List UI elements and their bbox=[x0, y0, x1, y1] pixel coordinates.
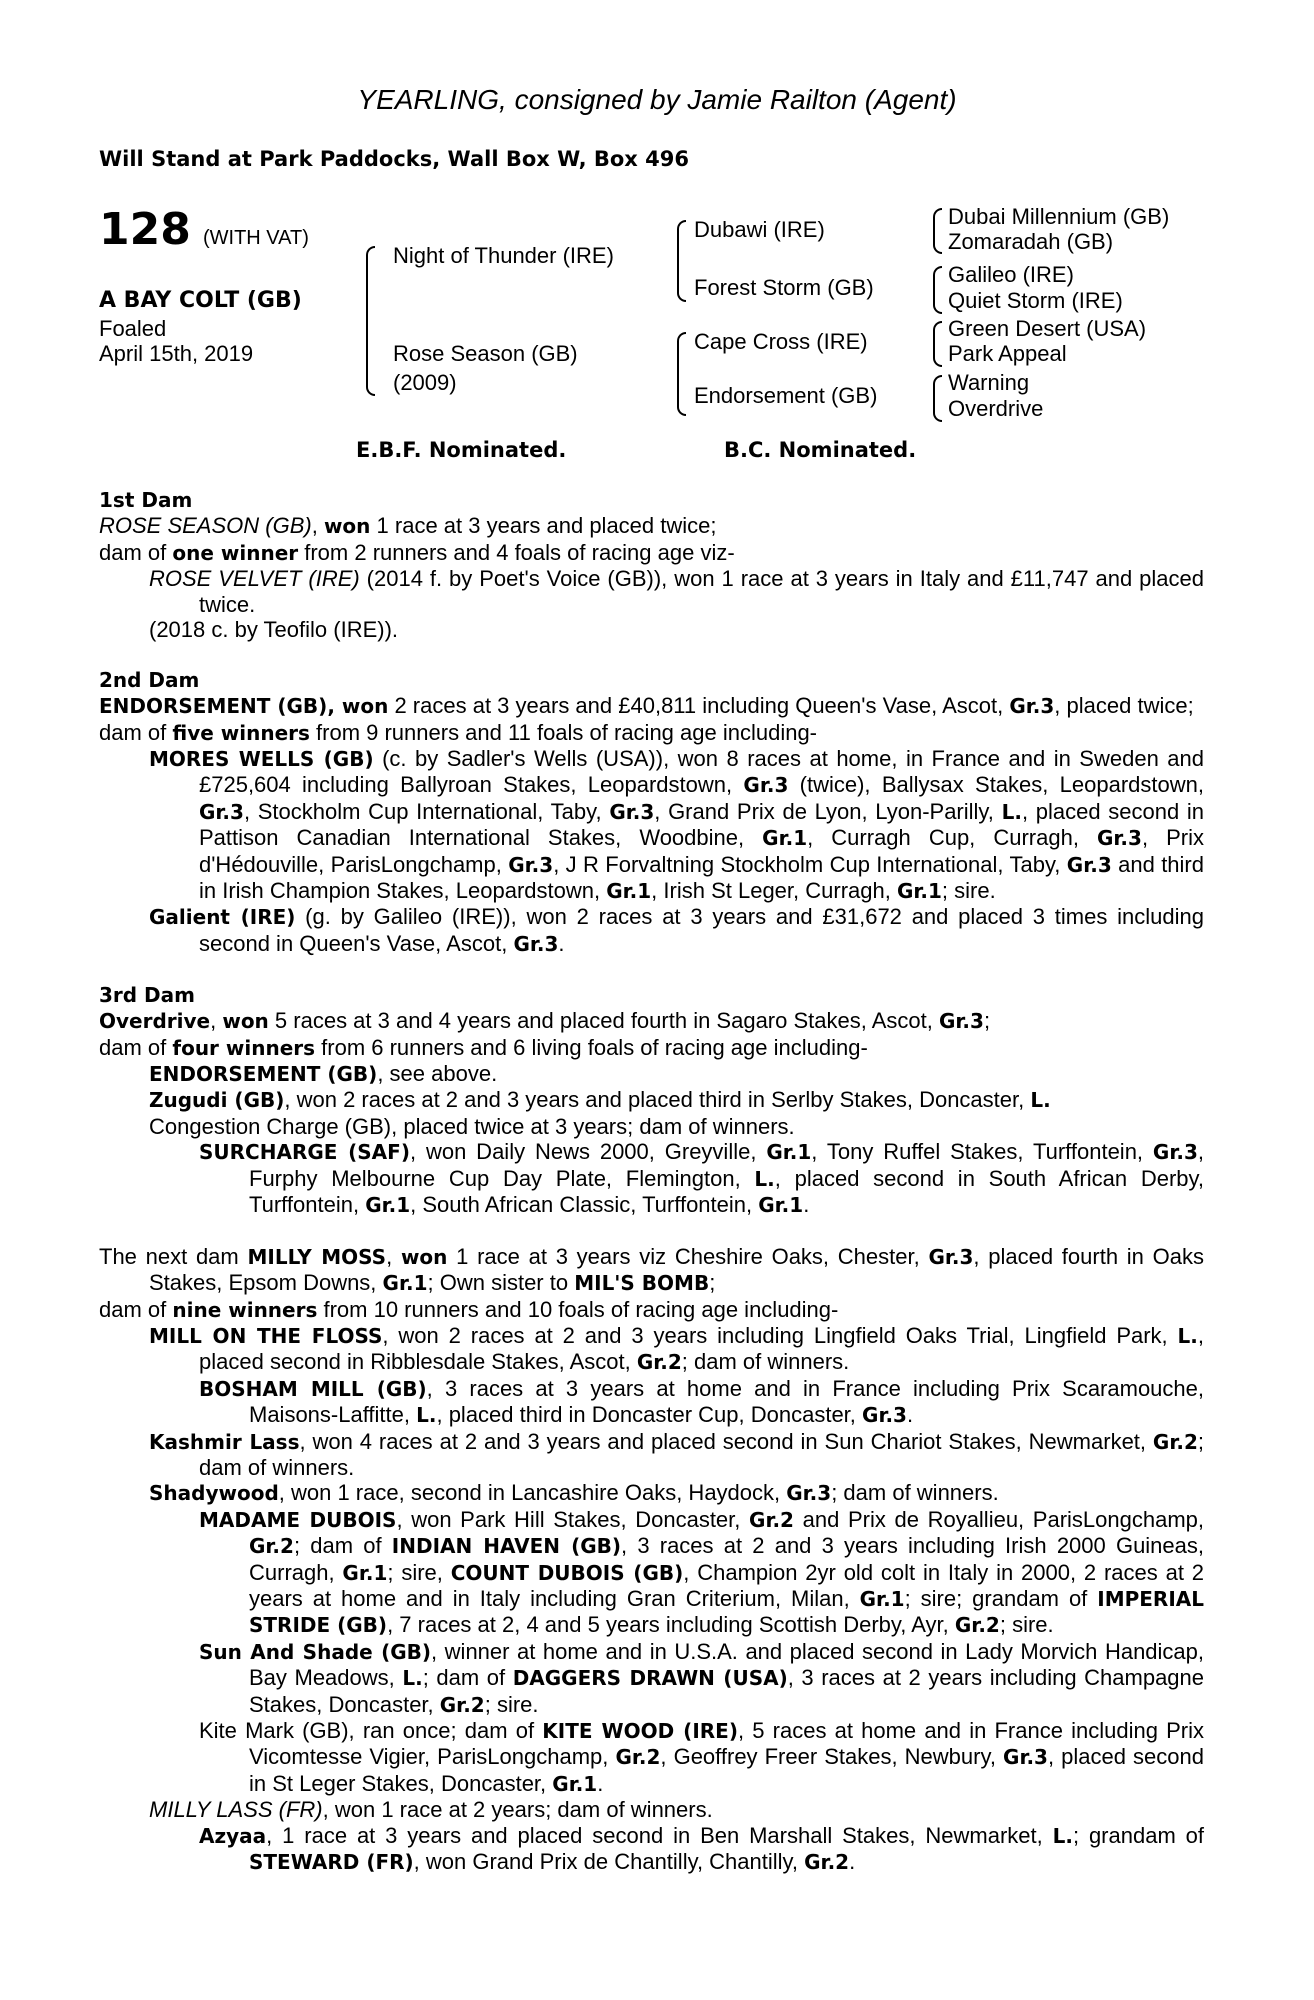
bold-text: Gr.1 bbox=[762, 826, 808, 851]
bold-text: L. bbox=[1030, 1088, 1051, 1113]
dam-section bbox=[99, 668, 1204, 957]
text: , 3 races at 2 years including Champagne Stakes, Doncaster, bbox=[249, 1665, 1205, 1717]
text: , won Grand Prix de Chantilly, Chantilly, bbox=[413, 1849, 805, 1875]
bold-text: Gr.3 bbox=[1009, 694, 1055, 719]
lot-number: 128 bbox=[99, 204, 191, 255]
pedigree-brace bbox=[677, 332, 686, 416]
bold-text: L. bbox=[402, 1666, 423, 1691]
vat-note: (WITH VAT) bbox=[203, 227, 309, 249]
bold-text: won bbox=[400, 1244, 448, 1269]
pedigree-brace bbox=[933, 321, 942, 367]
pedigree-brace bbox=[933, 375, 942, 422]
bold-text: INDIAN HAVEN (GB) bbox=[391, 1534, 622, 1559]
text: , South African Classic, Turffontein, bbox=[410, 1191, 759, 1217]
text: , placed second in St Leger Stakes, Doncaster, bbox=[249, 1744, 1204, 1796]
pedigree-entry bbox=[99, 1008, 1204, 1034]
text: from 10 runners and 10 foals of racing age including- bbox=[317, 1296, 839, 1322]
text: from 6 runners and 6 living foals of racing age including- bbox=[315, 1034, 868, 1060]
italic-text: ROSE VELVET (IRE) bbox=[149, 566, 360, 592]
bold-text: Gr.3 bbox=[1096, 826, 1142, 851]
bold-text: Gr.2 bbox=[1152, 1429, 1198, 1454]
catalogue-title: YEARLING, consigned by Jamie Railton (Agent) bbox=[357, 84, 957, 115]
text: ; dam of bbox=[422, 1665, 513, 1691]
bold-text: L. bbox=[1177, 1323, 1198, 1348]
bold-text: Gr.3 bbox=[743, 773, 789, 798]
text: , Grand Prix de Lyon, Lyon-Parilly, bbox=[654, 798, 1002, 824]
bold-text: Gr.3 bbox=[1066, 852, 1112, 877]
bold-text: Gr.1 bbox=[342, 1560, 388, 1585]
bold-text: MILLY MOSS bbox=[247, 1244, 387, 1269]
bold-text: Gr.2 bbox=[439, 1692, 485, 1717]
pedigree-entry bbox=[99, 1507, 1204, 1639]
bold-text: Gr.2 bbox=[249, 1534, 294, 1559]
bold-text: IMPERIAL STRIDE (GB) bbox=[249, 1587, 1204, 1638]
text: , won Daily News 2000, Greyville, bbox=[409, 1139, 767, 1165]
bold-text: COUNT DUBOIS (GB) bbox=[450, 1560, 684, 1585]
pedigree-entry bbox=[99, 1323, 1204, 1376]
bold-text: ENDORSEMENT (GB) bbox=[149, 1061, 378, 1086]
text: , placed twice; bbox=[1054, 693, 1194, 719]
pedigree-brace bbox=[677, 220, 686, 302]
bold-text: Gr.1 bbox=[859, 1587, 905, 1612]
text: ; dam of winners. bbox=[681, 1349, 850, 1375]
bold-text: STEWARD (FR) bbox=[249, 1850, 414, 1875]
ancestor-ddd: Overdrive bbox=[948, 396, 1044, 421]
pedigree-entry bbox=[99, 1797, 1204, 1822]
bold-text: Gr.1 bbox=[365, 1192, 411, 1217]
text: and Prix de Royallieu, ParisLongchamp, bbox=[793, 1506, 1205, 1532]
text: , placed second in South African Derby, Turffontein, bbox=[249, 1165, 1204, 1217]
pedigree-entry bbox=[99, 1429, 1204, 1481]
bold-text: Zugudi (GB) bbox=[149, 1088, 285, 1113]
bold-text: MIL'S BOMB bbox=[574, 1271, 710, 1296]
bold-text: MADAME DUBOIS bbox=[199, 1507, 397, 1532]
dam-section bbox=[99, 983, 1204, 1219]
text: Congestion Charge (GB), placed twice at 3 years; dam of winners. bbox=[149, 1113, 795, 1139]
text: , Geoffrey Freer Stakes, Newbury, bbox=[660, 1744, 1004, 1770]
bold-text: Gr.3 bbox=[199, 799, 244, 824]
pedigree-entry bbox=[99, 904, 1204, 957]
bold-text: MORES WELLS (GB) bbox=[149, 747, 374, 772]
bold-text: nine winners bbox=[172, 1297, 318, 1322]
section-heading: 3rd Dam bbox=[99, 982, 195, 1007]
pedigree-entry bbox=[99, 720, 1204, 746]
text: (c. by Sadler's Wells (USA)), won 8 races at home, in France and in Sweden and £725,604 including Ballyroan Stakes, Leopardstown, bbox=[199, 746, 1204, 798]
text: , J R Forvaltning Stockholm Cup International, Taby, bbox=[553, 851, 1067, 877]
text: ; sire. bbox=[999, 1612, 1054, 1638]
bold-text: Galient (IRE) bbox=[149, 905, 296, 930]
dam: Rose Season (GB) bbox=[393, 341, 578, 366]
dam-sire: Cape Cross (IRE) bbox=[694, 329, 868, 354]
text: ; dam of winners. bbox=[199, 1428, 1204, 1480]
text: , see above. bbox=[377, 1060, 498, 1086]
bold-text: Gr.1 bbox=[758, 1192, 804, 1217]
bold-text: Gr.3 bbox=[609, 799, 655, 824]
bold-text: L. bbox=[1001, 799, 1022, 824]
italic-text: MILLY LASS (FR) bbox=[149, 1797, 323, 1823]
bold-text: Gr.3 bbox=[1152, 1140, 1198, 1165]
text: , won 1 race, second in Lancashire Oaks, Haydock, bbox=[278, 1480, 787, 1506]
bold-text: Gr.1 bbox=[766, 1140, 812, 1165]
text: . bbox=[803, 1191, 810, 1217]
text: (twice), Ballysax Stakes, Leopardstown, bbox=[788, 772, 1204, 798]
text: , Prix d'Hédouville, ParisLongchamp, bbox=[199, 825, 1204, 877]
pedigree-entry bbox=[99, 746, 1204, 904]
text: ; dam of bbox=[293, 1533, 392, 1559]
bold-text: ENDORSEMENT (GB), won bbox=[99, 694, 389, 719]
bold-text: Gr.3 bbox=[513, 931, 559, 956]
pedigree-entry bbox=[99, 1823, 1204, 1876]
text: ; grandam of bbox=[1072, 1822, 1205, 1848]
text: , won Park Hill Stakes, Doncaster, bbox=[396, 1506, 750, 1532]
pedigree-entry bbox=[99, 513, 1204, 539]
ebf-nominated: E.B.F. Nominated. bbox=[356, 438, 567, 462]
ancestor-sdd: Quiet Storm (IRE) bbox=[948, 288, 1123, 313]
bold-text: Gr.3 bbox=[786, 1481, 832, 1506]
text: and third in Irish Champion Stakes, Leopardstown, bbox=[199, 851, 1204, 904]
bold-text: Gr.2 bbox=[749, 1507, 794, 1532]
text: , 5 races at home and in France including Prix Vicomtesse Vigier, ParisLongchamp, bbox=[249, 1718, 1205, 1770]
text: , placed third in Doncaster Cup, Doncaster, bbox=[436, 1402, 863, 1428]
ancestor-sss: Dubai Millennium (GB) bbox=[948, 204, 1170, 229]
text: dam of bbox=[99, 1034, 173, 1060]
dam-section bbox=[99, 488, 1204, 642]
bold-text: four winners bbox=[172, 1035, 316, 1060]
section-heading: 1st Dam bbox=[99, 488, 193, 512]
bold-text: KITE WOOD (IRE) bbox=[542, 1719, 738, 1744]
pedigree-entry bbox=[99, 1297, 1204, 1323]
text: ; Own sister to bbox=[427, 1270, 575, 1296]
pedigree-entry bbox=[99, 566, 1204, 617]
bold-text: Gr.3 bbox=[939, 1009, 984, 1034]
text: , placed fourth in Oaks Stakes, Epsom Downs, bbox=[149, 1243, 1204, 1296]
text: 1 race at 3 years and placed twice; bbox=[370, 513, 717, 539]
text: , Curragh Cup, Curragh, bbox=[807, 825, 1097, 851]
pedigree-brace bbox=[366, 246, 375, 396]
text: dam of bbox=[99, 1296, 173, 1322]
text: ; bbox=[709, 1270, 716, 1296]
text: ; sire, bbox=[387, 1559, 451, 1585]
text: dam of bbox=[99, 539, 173, 565]
bold-text: Gr.2 bbox=[615, 1745, 661, 1770]
sire-sire: Dubawi (IRE) bbox=[694, 217, 825, 242]
bold-text: Gr.1 bbox=[382, 1271, 428, 1296]
pedigree-entry bbox=[99, 693, 1204, 719]
bold-text: Gr.1 bbox=[606, 879, 652, 904]
family-details bbox=[99, 488, 1204, 1875]
bold-text: Gr.2 bbox=[804, 1850, 850, 1875]
bold-text: won bbox=[323, 514, 371, 539]
sire-dam: Forest Storm (GB) bbox=[694, 275, 874, 300]
text: . bbox=[906, 1402, 914, 1428]
text: . bbox=[558, 930, 565, 956]
bc-nominated: B.C. Nominated. bbox=[724, 438, 917, 462]
text: , won 2 races at 2 and 3 years and placed third in Serlby Stakes, Doncaster, bbox=[284, 1087, 1031, 1113]
bold-text: one winner bbox=[172, 540, 299, 565]
pedigree-entry bbox=[99, 617, 1204, 642]
text: (g. by Galileo (IRE)), won 2 races at 3 years and £31,672 and placed 3 times including second in Queen's Vase, Ascot, bbox=[199, 904, 1204, 956]
dam-year: (2009) bbox=[393, 370, 457, 395]
ancestor-dsd: Park Appeal bbox=[948, 341, 1067, 366]
pedigree-entry bbox=[99, 1244, 1204, 1297]
foaled-date: April 15th, 2019 bbox=[99, 341, 254, 366]
section-heading: 2nd Dam bbox=[99, 667, 200, 692]
dam-section bbox=[99, 1244, 1204, 1876]
pedigree-entry bbox=[99, 1035, 1204, 1061]
text: ; bbox=[983, 1008, 991, 1034]
bold-text: Gr.2 bbox=[636, 1350, 682, 1375]
text: , won 2 races at 2 and 3 years including Lingfield Oaks Trial, Lingfield Park, bbox=[382, 1322, 1178, 1348]
text: , bbox=[210, 1008, 223, 1034]
bold-text: Gr.1 bbox=[552, 1771, 598, 1796]
bold-text: Gr.3 bbox=[862, 1403, 907, 1428]
bold-text: BOSHAM MILL (GB) bbox=[199, 1376, 427, 1401]
sire: Night of Thunder (IRE) bbox=[393, 243, 614, 268]
pedigree-entry bbox=[99, 1376, 1204, 1429]
text: ; sire; grandam of bbox=[904, 1586, 1098, 1612]
text: from 2 runners and 4 foals of racing age viz- bbox=[298, 539, 735, 565]
bold-text: L. bbox=[416, 1403, 437, 1428]
text: , Irish St Leger, Curragh, bbox=[651, 878, 897, 904]
italic-text: ROSE SEASON (GB) bbox=[99, 513, 312, 539]
bold-text: five winners bbox=[172, 720, 310, 745]
text: , won 4 races at 2 and 3 years and placed second in Sun Chariot Stakes, Newmarket, bbox=[299, 1428, 1153, 1454]
pedigree-entry bbox=[99, 1061, 1204, 1087]
lot-name: A BAY COLT (GB) bbox=[99, 288, 302, 313]
text: (2018 c. by Teofilo (IRE)). bbox=[149, 617, 399, 643]
bold-text: Sun And Shade (GB) bbox=[199, 1639, 432, 1664]
pedigree-entry bbox=[99, 1639, 1204, 1718]
text: 1 race at 3 years viz Cheshire Oaks, Chester, bbox=[447, 1243, 929, 1269]
text: ; sire. bbox=[484, 1691, 539, 1717]
dam-dam: Endorsement (GB) bbox=[694, 383, 878, 408]
bold-text: Gr.3 bbox=[928, 1244, 974, 1269]
text: dam of bbox=[99, 719, 173, 745]
foaled-label: Foaled bbox=[99, 316, 167, 341]
text: , winner at home and in U.S.A. and placed second in Lady Morvich Handicap, Bay Meadows, bbox=[249, 1638, 1205, 1691]
bold-text: Gr.3 bbox=[508, 852, 554, 877]
pedigree-entry bbox=[99, 1480, 1204, 1506]
text: , 3 races at 3 years at home and in France including Prix Scaramouche, Maisons-Laffitte, bbox=[249, 1375, 1204, 1428]
bold-text: Overdrive bbox=[99, 1009, 211, 1034]
text: , Champion 2yr old colt in Italy in 2000, 2 races at 2 years at home and in Italy including Gran Criterium, Milan, bbox=[249, 1559, 1205, 1612]
pedigree-entry bbox=[99, 1114, 1204, 1139]
bold-text: Gr.3 bbox=[1003, 1745, 1048, 1770]
ancestor-dss: Green Desert (USA) bbox=[948, 316, 1147, 341]
bold-text: Shadywood bbox=[149, 1481, 279, 1506]
text: , Tony Ruffel Stakes, Turffontein, bbox=[811, 1139, 1153, 1165]
ancestor-sds: Galileo (IRE) bbox=[948, 262, 1074, 287]
bold-text: won bbox=[222, 1009, 269, 1034]
text: 5 races at 3 and 4 years and placed fourth in Sagaro Stakes, Ascot, bbox=[268, 1008, 939, 1034]
text: , bbox=[311, 513, 324, 539]
ancestor-ssd: Zomaradah (GB) bbox=[948, 229, 1114, 254]
pedigree-entry bbox=[99, 540, 1204, 566]
pedigree-entry bbox=[99, 1087, 1204, 1113]
bold-text: Azyaa bbox=[199, 1823, 267, 1848]
text: Kite Mark (GB), ran once; dam of bbox=[199, 1718, 543, 1744]
text: , bbox=[386, 1243, 401, 1269]
bold-text: Kashmir Lass bbox=[149, 1429, 300, 1454]
text: , Furphy Melbourne Cup Day Plate, Flemington, bbox=[249, 1139, 1204, 1191]
pedigree-entry bbox=[99, 1139, 1204, 1218]
text: , placed second in Ribblesdale Stakes, Ascot, bbox=[199, 1322, 1205, 1375]
text: (2014 f. by Poet's Voice (GB)), won 1 race at 3 years in Italy and £11,747 and placed twice. bbox=[199, 566, 1205, 617]
stand-location: Will Stand at Park Paddocks, Wall Box W, Box 496 bbox=[99, 147, 689, 171]
text: ; dam of winners. bbox=[831, 1480, 999, 1506]
text: , won 1 race at 2 years; dam of winners. bbox=[322, 1797, 713, 1823]
text: , 3 races at 2 and 3 years including Irish 2000 Guineas, Curragh, bbox=[249, 1533, 1205, 1585]
bold-text: MILL ON THE FLOSS bbox=[149, 1323, 383, 1348]
text: The next dam bbox=[99, 1243, 248, 1269]
ancestor-dds: Warning bbox=[948, 370, 1030, 395]
bold-text: L. bbox=[754, 1166, 775, 1191]
bold-text: Gr.2 bbox=[954, 1613, 1000, 1638]
text: . bbox=[849, 1849, 856, 1875]
text: 2 races at 3 years and £40,811 including Queen's Vase, Ascot, bbox=[388, 693, 1010, 719]
pedigree-entry bbox=[99, 1718, 1204, 1797]
text: ; sire. bbox=[941, 878, 996, 904]
text: , 1 race at 3 years and placed second in Ben Marshall Stakes, Newmarket, bbox=[266, 1822, 1053, 1848]
text: , 7 races at 2, 4 and 5 years including Scottish Derby, Ayr, bbox=[387, 1612, 955, 1638]
text: . bbox=[597, 1770, 604, 1796]
pedigree-brace bbox=[933, 208, 942, 254]
bold-text: SURCHARGE (SAF) bbox=[199, 1140, 410, 1165]
pedigree-brace bbox=[933, 266, 942, 314]
text: , Stockholm Cup International, Taby, bbox=[243, 798, 610, 824]
bold-text: DAGGERS DRAWN (USA) bbox=[512, 1666, 788, 1691]
text: from 9 runners and 11 foals of racing age including- bbox=[309, 719, 818, 745]
text: , placed second in Pattison Canadian International Stakes, Woodbine, bbox=[199, 798, 1204, 851]
bold-text: Gr.1 bbox=[896, 879, 942, 904]
bold-text: L. bbox=[1052, 1823, 1073, 1848]
